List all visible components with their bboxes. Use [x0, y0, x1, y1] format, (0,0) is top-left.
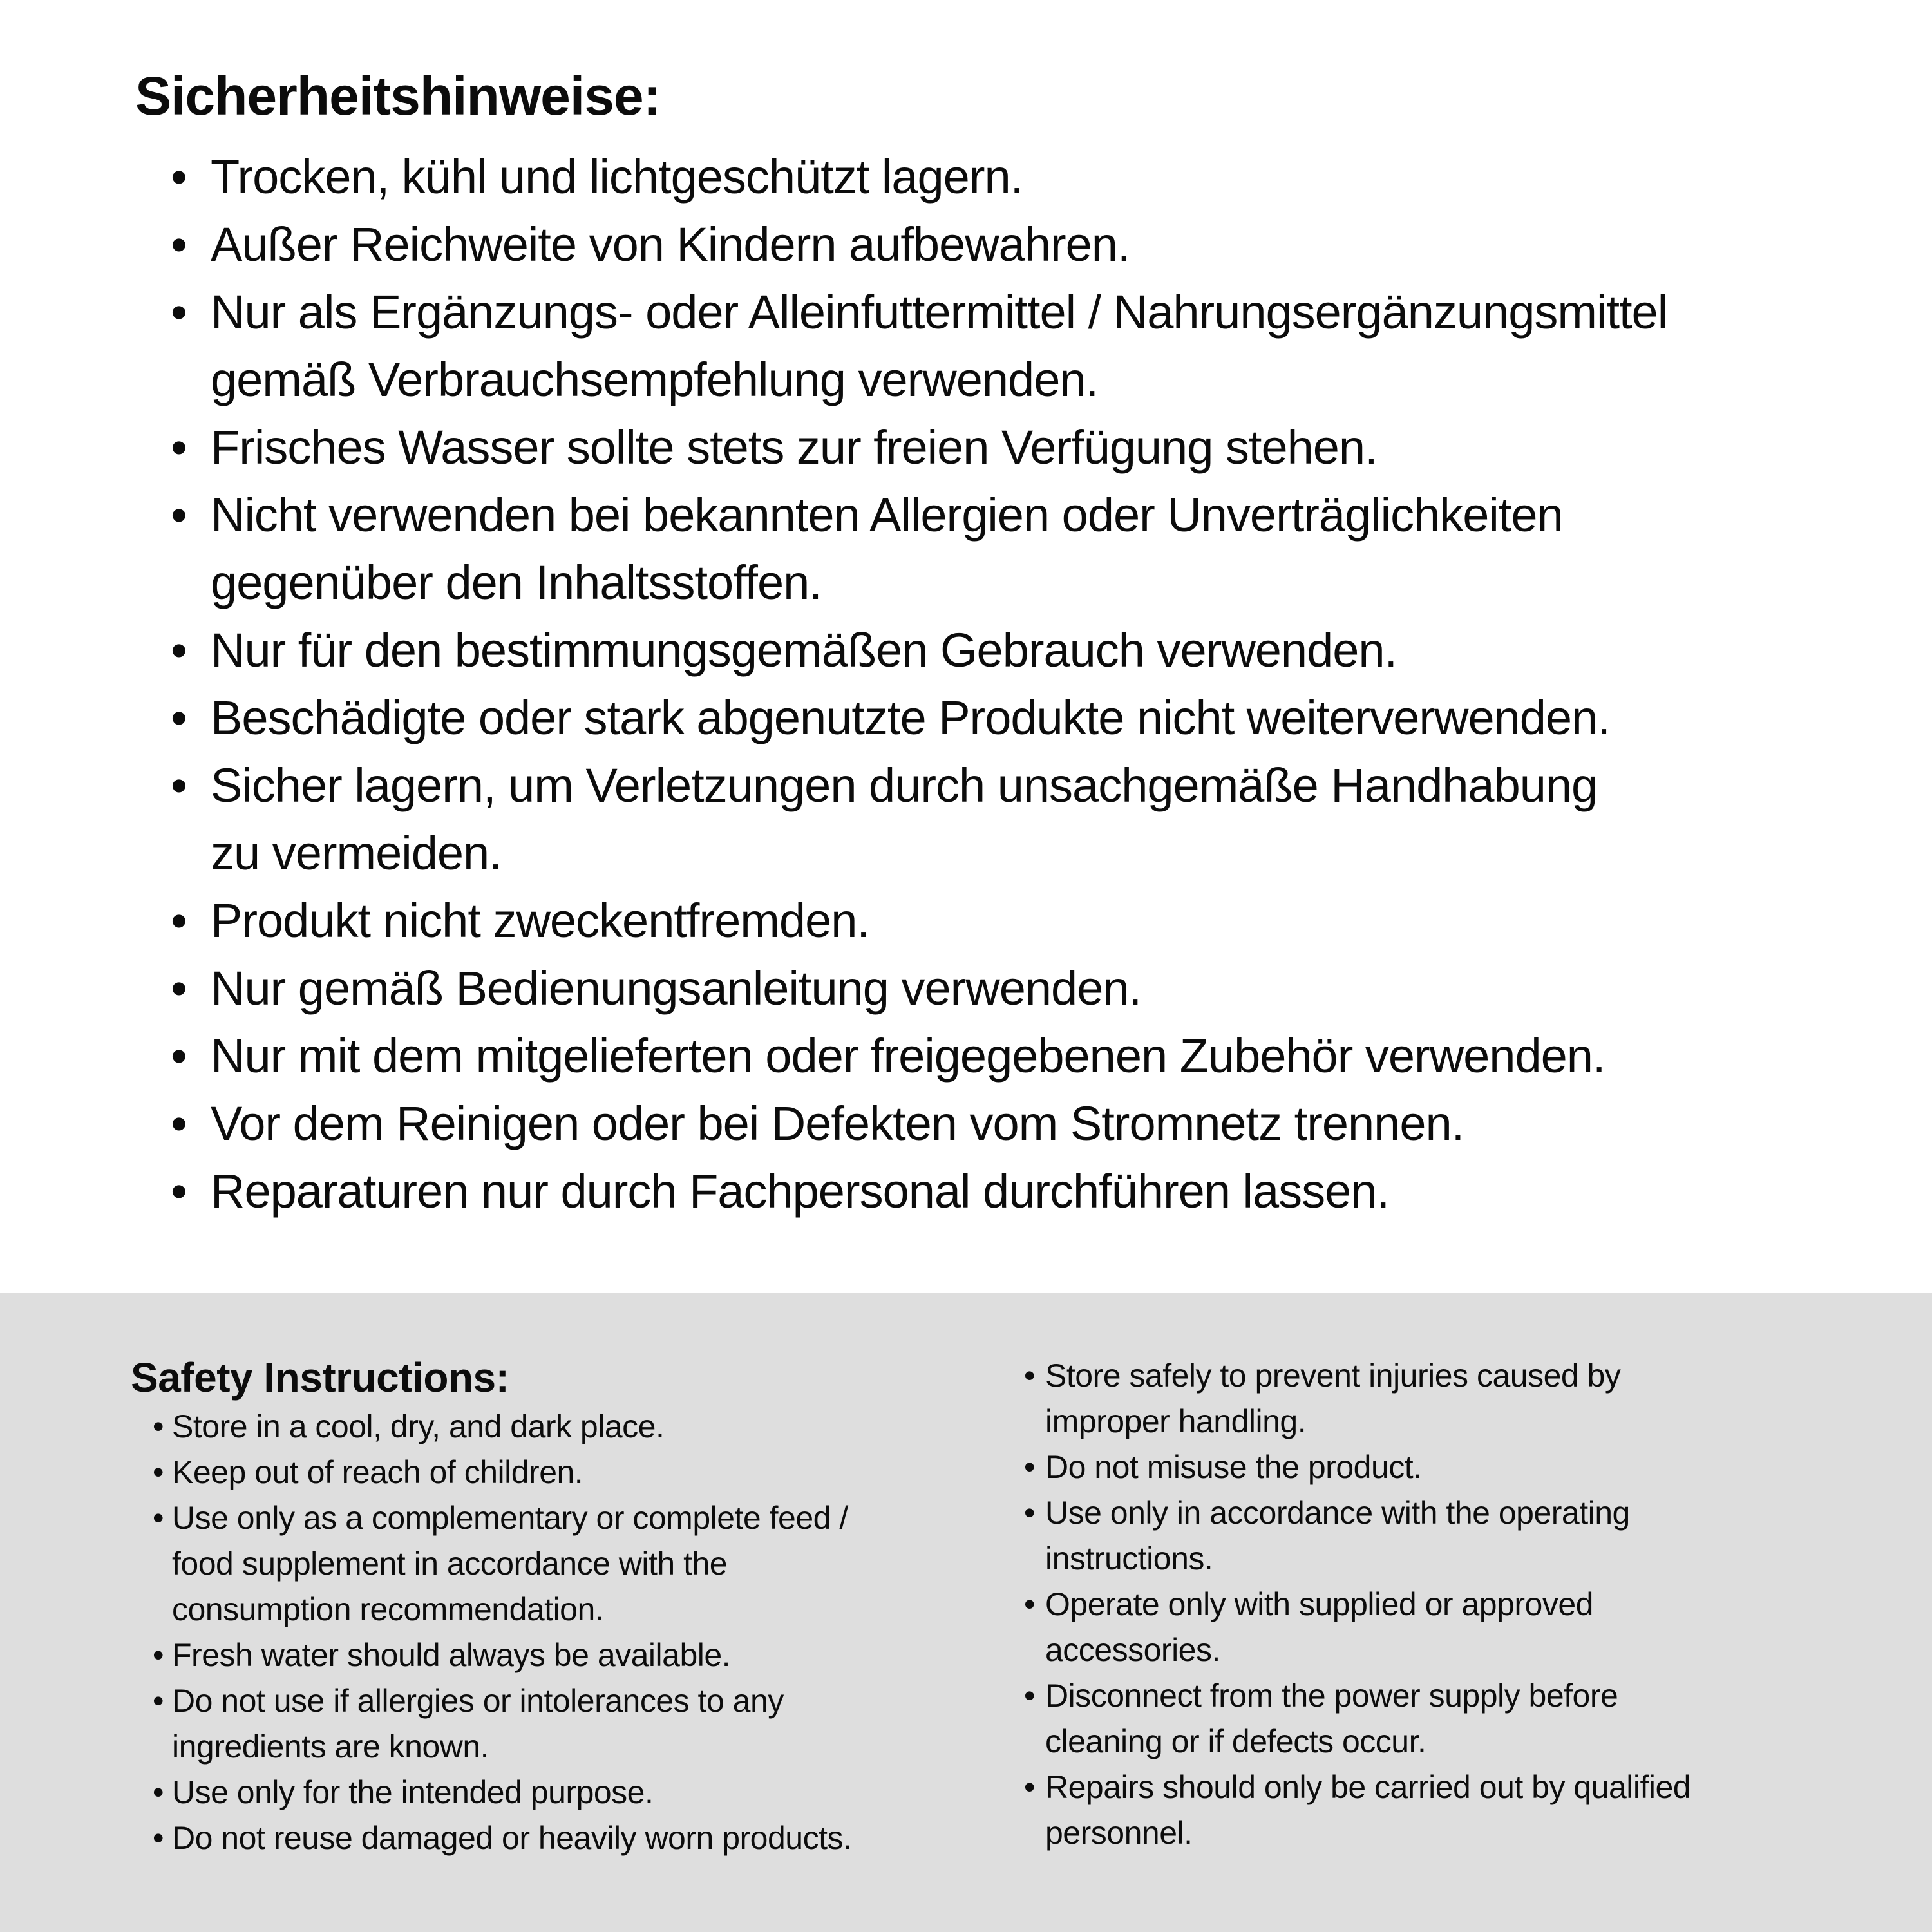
list-line-text: Außer Reichweite von Kindern aufbewahren. — [211, 218, 1130, 271]
list-line-text: Operate only with supplied or approved — [1045, 1586, 1593, 1622]
bullet-icon: • — [1024, 1358, 1036, 1394]
bullet-icon: • — [171, 488, 187, 542]
list-line-text: Nur mit dem mitgelieferten oder freigegebenen Zubehör verwenden. — [211, 1029, 1605, 1083]
list-line-wrap — [171, 549, 1932, 616]
list-line-text: personnel. — [1045, 1815, 1193, 1851]
bullet-icon: • — [153, 1683, 164, 1719]
list-line-text: Do not use if allergies or intolerances to any — [172, 1683, 784, 1719]
bullet-icon: • — [171, 1029, 187, 1083]
bullet-icon: • — [1024, 1586, 1036, 1622]
list-line-wrap — [1024, 1536, 1690, 1582]
list-line-text: Nur für den bestimmungsgemäßen Gebrauch verwenden. — [211, 623, 1397, 677]
list-line-wrap — [153, 1541, 851, 1587]
list-line-text: food supplement in accordance with the — [172, 1546, 728, 1582]
list-line-text: Use only in accordance with the operating — [1045, 1495, 1630, 1531]
list-line-text: consumption recommendation. — [172, 1591, 604, 1627]
bullet-icon: • — [171, 894, 187, 947]
bullet-icon: • — [153, 1774, 164, 1810]
list-line — [171, 684, 1932, 752]
list-line — [1024, 1444, 1690, 1490]
list-line — [171, 278, 1932, 346]
german-heading: Sicherheitshinweise: — [135, 66, 661, 126]
list-line-wrap — [171, 346, 1932, 413]
list-line — [153, 1633, 851, 1678]
bullet-icon: • — [1024, 1495, 1036, 1531]
bullet-spacer — [171, 346, 211, 413]
list-line — [171, 413, 1932, 481]
list-line — [171, 211, 1932, 278]
bullet-icon: • — [171, 623, 187, 677]
list-line-text: Do not misuse the product. — [1045, 1449, 1422, 1485]
list-line-text: Store in a cool, dry, and dark place. — [172, 1408, 665, 1444]
bullet-icon: • — [171, 759, 187, 812]
english-left-list — [153, 1404, 851, 1861]
english-right-list — [1024, 1353, 1690, 1856]
list-line-text: Store safely to prevent injuries caused by — [1045, 1358, 1621, 1394]
list-line — [171, 752, 1932, 819]
list-line — [171, 887, 1932, 954]
bullet-spacer — [1024, 1627, 1045, 1673]
list-line-text: Sicher lagern, um Verletzungen durch unsachgemäße Handhabung — [211, 759, 1598, 812]
list-line — [1024, 1353, 1690, 1399]
list-line-text: gemäß Verbrauchsempfehlung verwenden. — [211, 353, 1099, 406]
list-line-text: Use only for the intended purpose. — [172, 1774, 654, 1810]
bullet-icon: • — [153, 1454, 164, 1490]
list-line-text: Keep out of reach of children. — [172, 1454, 583, 1490]
english-right-column — [1024, 1353, 1690, 1856]
bullet-icon: • — [153, 1637, 164, 1673]
bullet-spacer — [153, 1587, 172, 1633]
list-line — [153, 1770, 851, 1815]
english-safety-panel — [0, 1293, 1932, 1932]
list-line — [1024, 1765, 1690, 1810]
list-line — [171, 1157, 1932, 1225]
list-line — [153, 1450, 851, 1495]
english-left-column — [131, 1354, 852, 1861]
list-line-wrap — [1024, 1627, 1690, 1673]
bullet-spacer — [171, 549, 211, 616]
list-line — [153, 1815, 851, 1861]
bullet-icon: • — [1024, 1769, 1036, 1805]
list-line-wrap — [171, 819, 1932, 887]
bullet-icon: • — [171, 421, 187, 474]
list-line-text: instructions. — [1045, 1540, 1213, 1577]
list-line-wrap — [1024, 1399, 1690, 1444]
bullet-icon: • — [171, 1164, 187, 1218]
list-line — [171, 954, 1932, 1022]
list-line — [171, 616, 1932, 684]
german-bullet-list — [171, 143, 1932, 1225]
bullet-spacer — [1024, 1810, 1045, 1856]
bullet-icon: • — [171, 218, 187, 271]
list-line — [1024, 1582, 1690, 1627]
bullet-icon: • — [153, 1820, 164, 1856]
bullet-icon: • — [153, 1408, 164, 1444]
bullet-icon: • — [153, 1500, 164, 1536]
list-line-text: Nur gemäß Bedienungsanleitung verwenden. — [211, 961, 1142, 1015]
list-line-text: Nur als Ergänzungs- oder Alleinfuttermittel / Nahrungsergänzungsmittel — [211, 285, 1668, 339]
list-line — [171, 1090, 1932, 1157]
list-line-text: Repairs should only be carried out by qualified — [1045, 1769, 1691, 1805]
list-line-wrap — [153, 1724, 851, 1770]
list-line-text: cleaning or if defects occur. — [1045, 1723, 1426, 1759]
list-line-text: improper handling. — [1045, 1403, 1307, 1439]
list-line — [171, 143, 1932, 211]
english-heading: Safety Instructions: — [131, 1354, 509, 1401]
list-line-text: accessories. — [1045, 1632, 1220, 1668]
list-line — [171, 1022, 1932, 1090]
list-line-text: zu vermeiden. — [211, 826, 502, 880]
bullet-icon: • — [1024, 1678, 1036, 1714]
bullet-icon: • — [171, 150, 187, 204]
list-line-text: Fresh water should always be available. — [172, 1637, 731, 1673]
list-line-wrap — [153, 1587, 851, 1633]
bullet-spacer — [153, 1541, 172, 1587]
list-line-text: Frisches Wasser sollte stets zur freien Verfügung stehen. — [211, 421, 1378, 474]
bullet-spacer — [1024, 1399, 1045, 1444]
list-line-wrap — [1024, 1810, 1690, 1856]
list-line-text: Produkt nicht zweckentfremden. — [211, 894, 869, 947]
list-line-text: Vor dem Reinigen oder bei Defekten vom Stromnetz trennen. — [211, 1097, 1464, 1150]
list-line-text: Beschädigte oder stark abgenutzte Produkte nicht weiterverwenden. — [211, 691, 1610, 744]
list-line-text: Trocken, kühl und lichtgeschützt lagern. — [211, 150, 1023, 204]
bullet-icon: • — [171, 285, 187, 339]
list-line-text: Reparaturen nur durch Fachpersonal durchführen lassen. — [211, 1164, 1390, 1218]
bullet-icon: • — [171, 691, 187, 744]
bullet-icon: • — [171, 961, 187, 1015]
bullet-spacer — [1024, 1719, 1045, 1765]
bullet-spacer — [1024, 1536, 1045, 1582]
bullet-icon: • — [1024, 1449, 1036, 1485]
list-line — [171, 481, 1932, 549]
list-line — [1024, 1490, 1690, 1536]
list-line-text: Use only as a complementary or complete feed / — [172, 1500, 848, 1536]
list-line-wrap — [1024, 1719, 1690, 1765]
bullet-icon: • — [171, 1097, 187, 1150]
list-line — [153, 1404, 851, 1450]
list-line — [1024, 1673, 1690, 1719]
list-line-text: Nicht verwenden bei bekannten Allergien oder Unverträglichkeiten — [211, 488, 1563, 542]
list-line-text: Do not reuse damaged or heavily worn products. — [172, 1820, 852, 1856]
bullet-spacer — [171, 819, 211, 887]
list-line — [153, 1495, 851, 1541]
list-line-text: gegenüber den Inhaltsstoffen. — [211, 556, 822, 609]
list-line — [153, 1678, 851, 1724]
bullet-spacer — [153, 1724, 172, 1770]
list-line-text: ingredients are known. — [172, 1728, 489, 1765]
list-line-text: Disconnect from the power supply before — [1045, 1678, 1618, 1714]
